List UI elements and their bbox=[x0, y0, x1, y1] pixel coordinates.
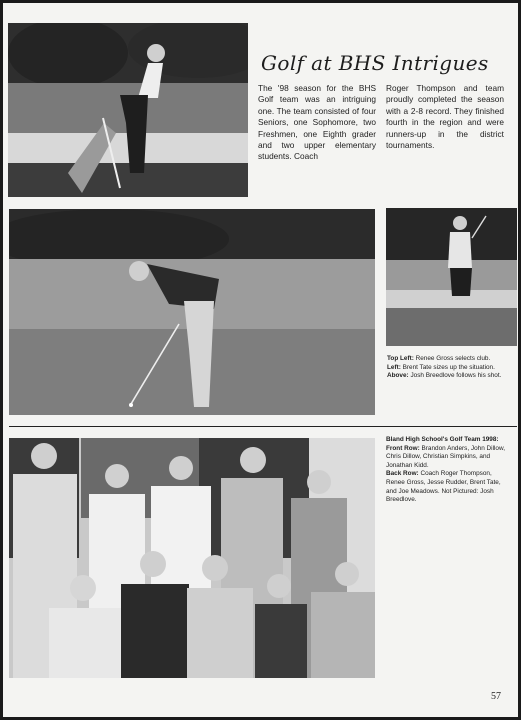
caption-left-label: Left: bbox=[387, 363, 401, 371]
team-caption-not-pictured-text: Josh Breedlove. bbox=[386, 487, 494, 504]
article-title: Golf at BHS Intrigues bbox=[261, 51, 489, 75]
photo-boy-follows-shot bbox=[386, 208, 517, 346]
divider-rule bbox=[9, 426, 517, 427]
team-caption-front-text: Brandon Anders, John Dillow, Chris Dillow, Christian Simpkins, and Jonathan Kidd. bbox=[386, 444, 505, 469]
page-number: 57 bbox=[491, 691, 501, 702]
team-caption bbox=[386, 436, 511, 505]
yearbook-page bbox=[3, 3, 518, 717]
photo-boy-putting bbox=[9, 209, 375, 415]
caption-above-label: Above: bbox=[387, 372, 409, 380]
photo-girl-selecting-club bbox=[8, 23, 248, 197]
team-caption-front-label: Front Row: bbox=[386, 444, 420, 452]
caption-top-left-label: Top Left: bbox=[387, 355, 414, 362]
caption-above-text: Josh Breedlove follows his shot. bbox=[410, 372, 502, 380]
article-column-2: Roger Thompson and team proudly completed the season with a 2-8 record. They finished fourth in the region and were runners-up in the district tournaments. bbox=[386, 83, 504, 151]
team-caption-back-text: Coach Roger Thompson, Renee Gross, Jesse Rudder, Brent Tate, and Joe Meadows. bbox=[386, 470, 501, 495]
team-caption-heading: Bland High School's Golf Team 1998: bbox=[386, 436, 499, 443]
team-caption-not-pictured-label: Not Pictured: bbox=[441, 487, 479, 495]
caption-top-left-text: Renee Gross selects club. bbox=[415, 355, 491, 362]
photo-captions bbox=[387, 355, 512, 381]
caption-left-text: Brent Tate sizes up the situation. bbox=[402, 363, 495, 371]
article-column-1: The '98 season for the BHS Golf team was an intriguing one. The team consisted of four Seniors, one Sophomore, two Freshmen, one Eighth grader and two upper elementary students. Coach bbox=[258, 83, 376, 162]
photo-golf-team bbox=[9, 438, 375, 678]
team-caption-back-label: Back Row: bbox=[386, 470, 419, 478]
